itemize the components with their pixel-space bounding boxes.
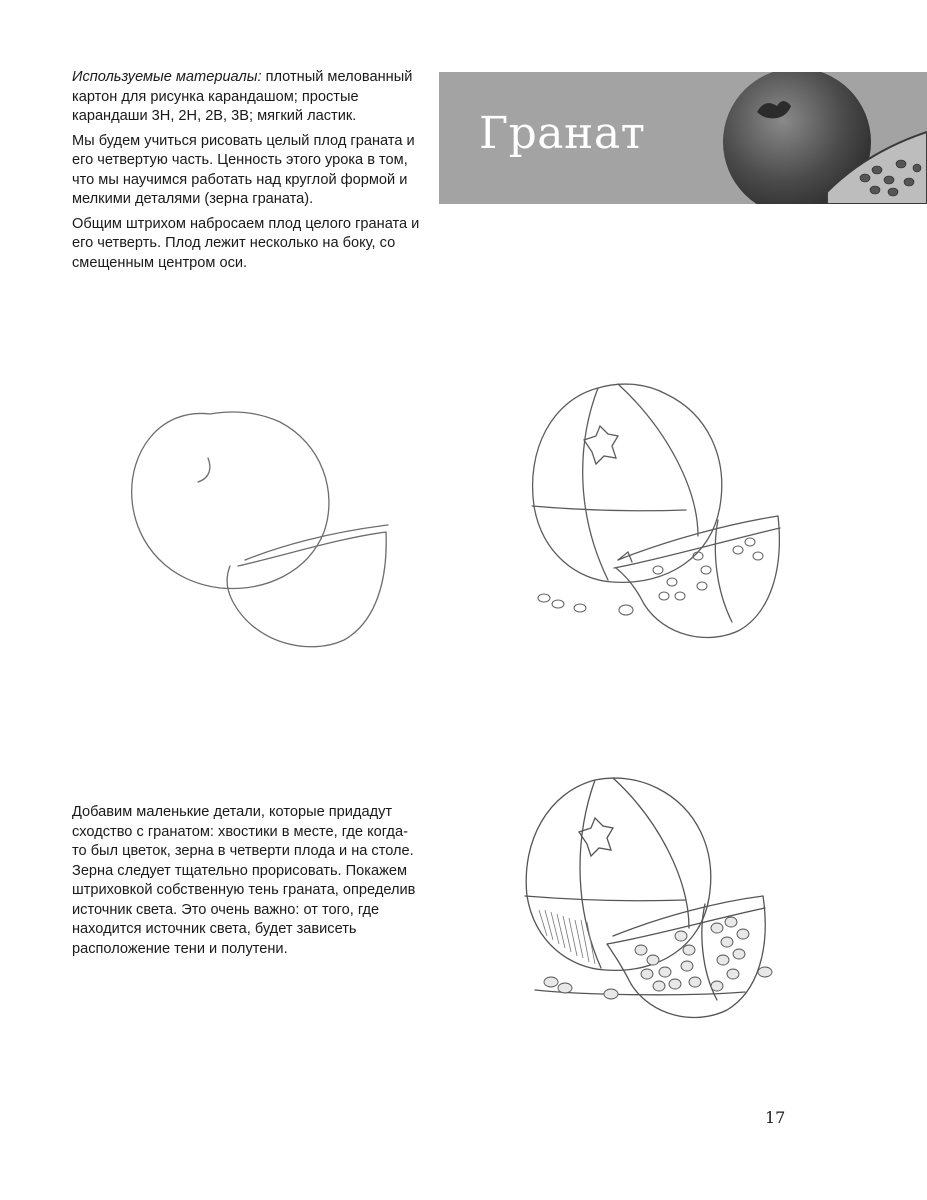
chapter-title: Гранат [479, 108, 646, 159]
materials-label: Используемые материалы: [72, 69, 262, 85]
materials-text: плотный мелованный картон для рисунка карандашом; простые карандаши 3Н, 2Н, 2В, 3В; мягкий ластик. [72, 69, 413, 124]
details-paragraph: Добавим маленькие детали, которые придадут сходство с гранатом: хвостики в месте, где когда-то был цветок, зерна в четверти плода и на столе. Зерна следует тщательно прорисовать. Покажем штриховкой собственную тень граната, определив источник света. Это очень важно: от того, где находится источник света, будет зависеть расположение тени и полутени. [72, 804, 416, 957]
details-text [72, 803, 422, 964]
intro-text [72, 68, 422, 278]
sketch-step-3-shading [495, 760, 815, 1060]
sketch-step-1-outline [40, 360, 400, 700]
page-number: 17 [765, 1108, 786, 1127]
sketch-step-2-details [508, 360, 818, 680]
lesson-description: Мы будем учиться рисовать целый плод граната и его четвертую часть. Ценность этого урока в том, что мы научимся работать над круглой формой и мелкими деталями (зерна граната). [72, 132, 415, 207]
sketch-instruction: Общим штрихом набросаем плод целого граната и его четверть. Плод лежит несколько на боку, со смещенным центром оси. [72, 215, 420, 271]
chapter-banner [439, 72, 927, 204]
materials-paragraph [72, 68, 422, 127]
pomegranate-banner-illustration [697, 72, 927, 204]
